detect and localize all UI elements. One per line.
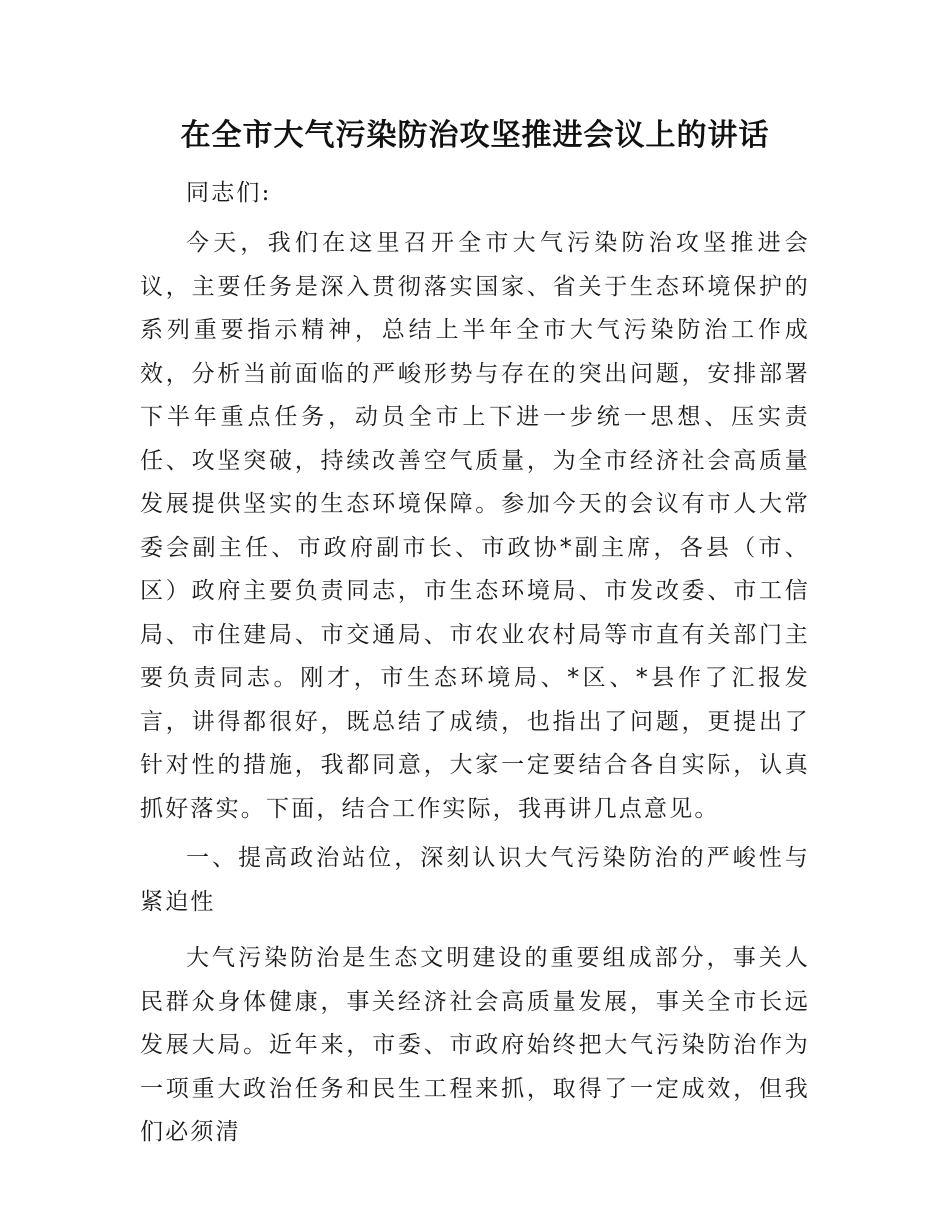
paragraph-intro: 今天，我们在这里召开全市大气污染防治攻坚推进会议，主要任务是深入贯彻落实国家、省关于生态环境保护的系列重要指示精神，总结上半年全市大气污染防治工作成效，分析当前面临的严峻形势与存在的突出问题，安排部署下半年重点任务，动员全市上下进一步统一思想、压实责任、攻坚突破，持续改善空气质量，为全市经济社会高质量发展提供坚实的生态环境保障。参加今天的会议有市人大常委会副主任、市政府副市长、市政协*副主席，各县（市、区）政府主要负责同志，市生态环境局、市发改委、市工信局、市住建局、市交通局、市农业农村局等市直有关部门主要负责同志。刚才，市生态环境局、*区、*县作了汇报发言，讲得都很好，既总结了成绩，也指出了问题，更提出了针对性的措施，我都同意，大家一定要结合各自实际，认真抓好落实。下面，结合工作实际，我再讲几点意见。 <box>140 230 810 822</box>
section-heading-one: 一、提高政治站位，深刻认识大气污染防治的严峻性与紧迫性 <box>140 845 810 915</box>
paragraph-section-one: 大气污染防治是生态文明建设的重要组成部分，事关人民群众身体健康，事关经济社会高质量发展，事关全市长远发展大局。近年来，市委、市政府始终把大气污染防治作为一项重大政治任务和民生工程来抓，取得了一定成效，但我们必须清 <box>140 945 810 1145</box>
document-title: 在全市大气污染防治攻坚推进会议上的讲话 <box>180 118 770 153</box>
salutation: 同志们: <box>186 180 272 206</box>
